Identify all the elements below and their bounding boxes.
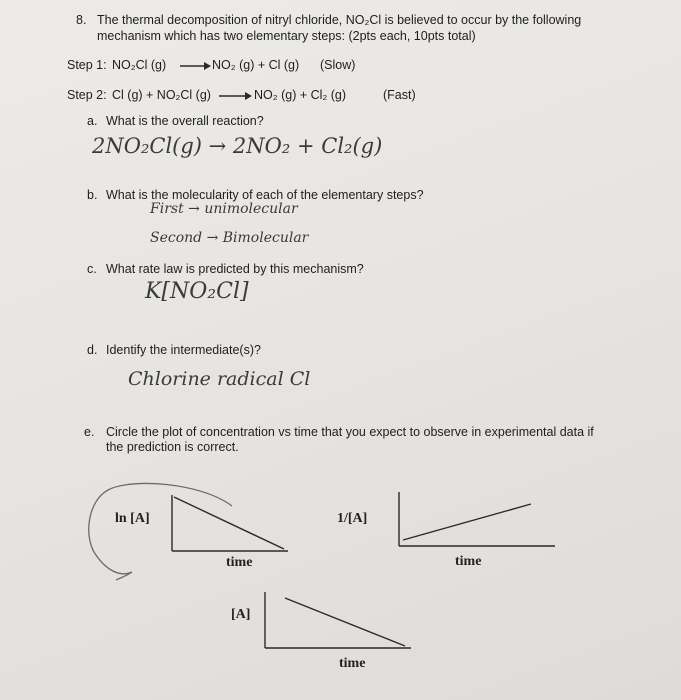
part-a-question: What is the overall reaction?	[106, 114, 264, 128]
part-e-question-line1: Circle the plot of concentration vs time that you expect to observe in experimental data if	[106, 425, 594, 439]
question-text-line2: mechanism which has two elementary steps: (2pts each, 10pts total)	[97, 29, 476, 43]
part-c-question: What rate law is predicted by this mechanism?	[106, 262, 364, 276]
part-d-question: Identify the intermediate(s)?	[106, 343, 261, 357]
step2-products: NO₂ (g) + Cl₂ (g)	[254, 88, 347, 102]
plot3-trend-line	[285, 598, 405, 646]
plot1-trend-line	[174, 497, 284, 549]
plot2-graph	[397, 490, 557, 550]
question-text-line1: The thermal decomposition of nitryl chloride, NO₂Cl is believed to occur by the following	[97, 13, 582, 27]
plot2-xlabel: time	[455, 554, 482, 569]
part-c-letter: c.	[87, 262, 97, 276]
part-e-question-line2: the prediction is correct.	[106, 440, 239, 454]
part-a-letter: a.	[87, 114, 98, 128]
plot3-ylabel: [A]	[231, 607, 251, 622]
question-number: 8.	[76, 13, 87, 27]
plot1-xlabel: time	[226, 555, 253, 570]
part-d-handwritten-answer: Chlorine radical Cl	[128, 368, 311, 390]
part-b-letter: b.	[87, 188, 98, 202]
part-a-handwritten-answer: 2NO₂Cl(g) → 2NO₂ + Cl₂(g)	[92, 134, 383, 158]
part-e-letter: e.	[84, 425, 95, 439]
part-b-handwritten-line2: Second → Bimolecular	[150, 230, 309, 246]
step1-reactants: NO₂Cl (g)	[112, 58, 167, 72]
plot3-xlabel: time	[339, 656, 366, 671]
part-c-handwritten-answer: K[NO₂Cl]	[145, 279, 249, 304]
part-b-handwritten-line1: First → unimolecular	[150, 201, 298, 217]
plot2-trend-line	[403, 504, 531, 540]
plot3-graph	[263, 590, 413, 652]
plot1-ylabel: ln [A]	[115, 511, 150, 526]
arrow-icon	[178, 59, 212, 73]
step2-label: Step 2:	[67, 88, 107, 102]
step2-reactants: Cl (g) + NO₂Cl (g)	[112, 88, 211, 102]
plot1-graph	[170, 493, 290, 553]
step1-rate: (Slow)	[320, 58, 356, 72]
plot2-ylabel: 1/[A]	[337, 511, 368, 526]
part-b-question: What is the molecularity of each of the elementary steps?	[106, 188, 424, 202]
step1-products: NO₂ (g) + Cl (g)	[212, 58, 300, 72]
arrow-icon	[217, 89, 253, 103]
step1-label: Step 1:	[67, 58, 107, 72]
step2-rate: (Fast)	[383, 88, 416, 102]
part-d-letter: d.	[87, 343, 98, 357]
